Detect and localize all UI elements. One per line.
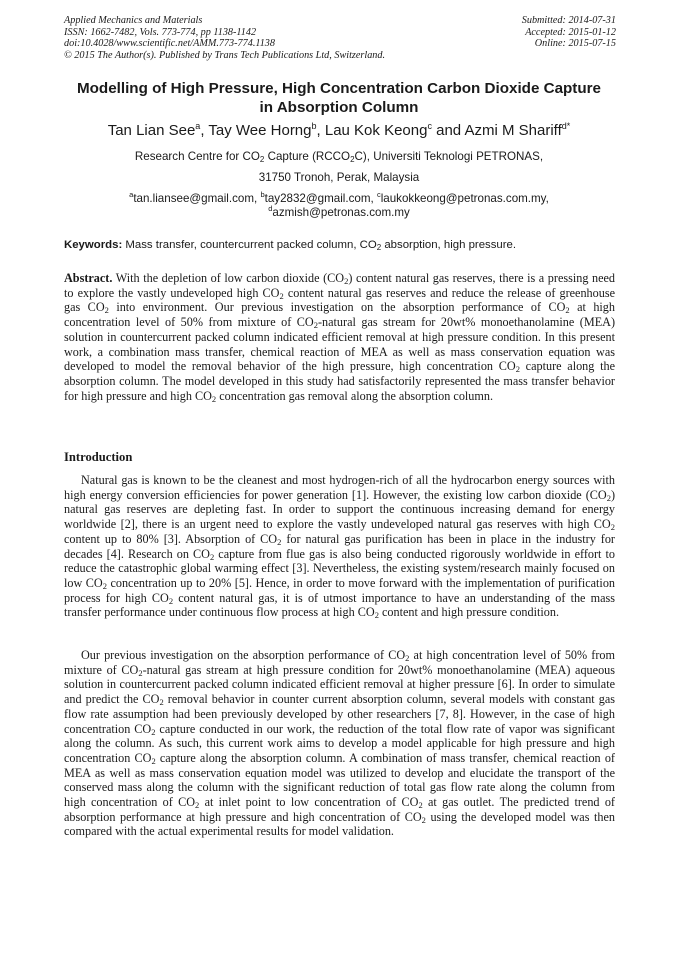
introduction-paragraph-1: Natural gas is known to be the cleanest and most hydrogen-rich of all the hydrocarbon energy sources with high energy conversion efficiencies for power generation [1]. However, the existing low carbon dioxide $(CO_2)$ natural gas reserves are depleting fast. In order to support the continuous increasing demand for energy worldwide [2], there is an urgent need to explore the vastly undeveloped natural gas reserves with high $CO_2$ content up to 80% [3]. Absorption of $CO_2$ for natural gas purification has been in place in the industry for decades [4]. Research on $CO_2$ capture from flue gas is also being conducted rigorously worldwide in effort to reduce the catastrophic global warming effect [3]. Nevertheless, the existing system/research mainly focused on low $CO_2$ concentration up to 20% [5]. Hence, in order to move forward with the implementation of purification process for high $CO_2$ content natural gas, it is of utmost importance to have an understanding of the mass transfer performance under continuous flow process at high $CO_2$ content and high pressure condition.: [64, 473, 616, 621]
affiliation-line-2: 31750 Tronoh, Perak, Malaysia: [258, 171, 420, 184]
keywords-text: absorption, high pressure.: [381, 239, 517, 251]
email-address: tan.liansee@gmail.com: [133, 192, 254, 205]
affil-subscript: 2: [350, 155, 355, 164]
author-separator: ,: [316, 122, 325, 139]
abstract: [64, 271, 615, 403]
author-separator: ,: [200, 122, 209, 139]
email-line-2: [60, 206, 618, 220]
email-mark: c: [376, 190, 381, 199]
author-name: Azmi M Shariff: [464, 122, 562, 139]
keywords-subscript: 2: [376, 243, 382, 252]
email-mark: b: [260, 190, 265, 199]
author-affil-mark: b: [311, 121, 317, 131]
keywords-label: Keywords:: [64, 239, 123, 251]
affil-text: Research Centre for CO: [134, 150, 260, 163]
abstract-text: With the depletion of low carbon dioxide $(CO_2)$ content natural gas reserves, there is a pressing need to explore the vastly undeveloped high $CO_2$ content natural gas reserves and reduce the release of greenhouse gas $CO_2$ into environment. Our previous investigation on the absorption performance of $CO_2$ at high concentration level of 50% from mixture of $CO_2$-natural gas stream for 20wt% monoethanolamine (MEA) solution in countercurrent packed column indicated efficient removal at high pressure condition. In this present work, a combination mass transfer, chemical reaction of MEA as well as mass conservation equation was developed to model the removal behavior of the high pressure, high concentration $CO_2$ capture along the absorption column. The model developed in this study had satisfactorily represented the mass transfer behavior for high pressure and high $CO_2$ concentration gas removal along the absorption column.: [64, 271, 615, 404]
doi-line: doi:10.4028/www.scientific.net/AMM.773-774.1138: [64, 38, 275, 49]
keywords-text: Mass transfer, countercurrent packed column, CO: [122, 239, 377, 251]
copyright-line: © 2015 The Author(s). Published by Trans Tech Publications Ltd, Switzerland.: [64, 49, 386, 61]
email-separator: ,: [370, 192, 377, 205]
submitted-date: Submitted: 2014-07-31: [521, 15, 616, 26]
email-mark: a: [129, 190, 134, 199]
affiliation-line-1: [60, 150, 618, 164]
journal-name: Applied Mechanics and Materials: [64, 15, 203, 26]
author-list: [40, 122, 638, 140]
email-address: tay2832@gmail.com: [264, 192, 371, 205]
accepted-date: Accepted: 2015-01-12: [525, 26, 616, 38]
email-address: laukokkeong@petronas.com.my: [380, 192, 546, 205]
email-address: azmish@petronas.com.my: [272, 206, 410, 219]
paper-title: [52, 80, 626, 117]
introduction-heading: Introduction: [64, 450, 133, 464]
author-name: Tay Wee Horng: [208, 122, 312, 139]
dates-header: [416, 15, 616, 50]
keywords: [64, 238, 620, 252]
affil-text: Capture (RCCO: [264, 150, 351, 163]
affil-text: C), Universiti Teknologi PETRONAS,: [354, 150, 544, 163]
title-line-1: Modelling of High Pressure, High Concentration Carbon Dioxide Capture: [76, 80, 601, 97]
title-line-2: in Absorption Column: [259, 98, 419, 116]
email-separator: ,: [545, 192, 549, 205]
issn-line: ISSN: 1662-7482, Vols. 773-774, pp 1138-1142: [64, 26, 257, 38]
author-name: Lau Kok Keong: [324, 122, 428, 139]
email-line-1: [60, 192, 618, 206]
author-affil-mark: d*: [561, 121, 571, 131]
email-mark: d: [268, 204, 273, 213]
email-separator: ,: [254, 192, 261, 205]
author-affil-mark: c: [427, 121, 432, 131]
author-separator: and: [431, 122, 465, 139]
author-affil-mark: a: [195, 121, 201, 131]
affil-subscript: 2: [259, 155, 265, 164]
introduction-paragraph-2: Our previous investigation on the absorption performance of $CO_2$ at high concentration level of 50% from mixture of $CO_2$-natural gas stream at high pressure condition for 20wt% monoethanolamine (MEA) aqueous solution in countercurrent packed column indicated efficient removal at higher pressure [6]. In order to simulate and predict the $CO_2$ removal behavior in counter current absorption column, several models with constant gas flow rate assumption had been previously developed by other researchers [7, 8]. However, in the case of high concentration $CO_2$ capture conducted in our work, the reduction of the total flow rate of vapor was significant along the column. As such, this current work aims to develop a model applicable for high pressure and high concentration $CO_2$ capture along the absorption column. A combination of mass transfer, chemical reaction of MEA as well as mass conservation equation model was utilized to develop and elucidate the transport of the conserved mass along the column with the significant reduction of total gas flow rate along the column from high concentration of $CO_2$ at inlet point to low concentration of $CO_2$ at gas outlet. The predicted trend of absorption performance at high pressure and high concentration of $CO_2$ using the developed model was then compared with the actual experimental results for model validation.: [64, 648, 616, 839]
online-date: Online: 2015-07-15: [534, 38, 616, 49]
journal-header: [64, 15, 464, 61]
author-name: Tan Lian See: [107, 122, 196, 139]
abstract-label: Abstract.: [64, 271, 113, 285]
